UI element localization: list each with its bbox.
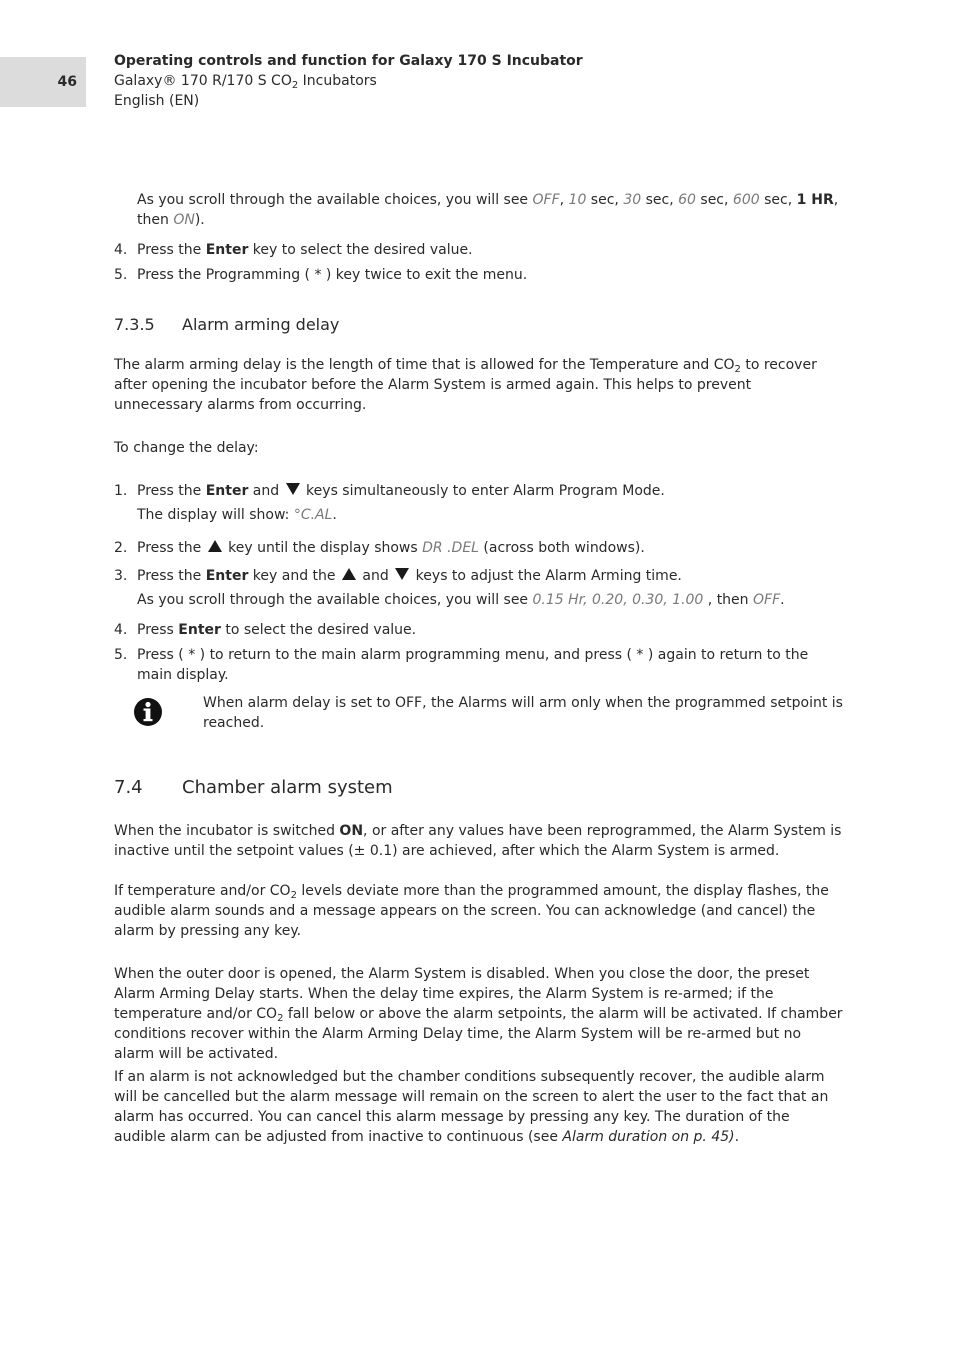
section-heading-7-3-5: 7.3.5 Alarm arming delay <box>114 315 340 334</box>
up-triangle-icon <box>208 540 222 552</box>
delay-step-1-display: The display will show: °C.AL. <box>137 507 337 523</box>
header-language: English (EN) <box>114 93 200 109</box>
down-triangle-icon <box>286 483 300 495</box>
chamber-alarm-paragraph-1: When the incubator is switched ON, or after any values have been reprogrammed, the Alarm System is inactive until the setpoint values (± 0.1) are achieved, after which the Alarm System is armed. <box>114 823 842 859</box>
alarm-duration-reference[interactable]: Alarm duration on p. 45) <box>562 1129 735 1145</box>
info-note: When alarm delay is set to OFF, the Alarms will arm only when the programmed setpoint is reached. <box>203 695 843 731</box>
change-delay-intro: To change the delay: <box>114 440 259 456</box>
up-triangle-icon <box>342 568 356 580</box>
chamber-alarm-paragraph-2: If temperature and/or $CO_2$ levels deviate more than the programmed amount, the display flashes, the audible alarm sounds and a message appears on the screen. You can acknowledge (and cancel) the alarm by pressing any key. <box>114 883 829 939</box>
running-header <box>114 51 583 111</box>
intro-scroll-paragraph: As you scroll through the available choices, you will see OFF, 10 sec, 30 sec, 60 sec, 600 sec, 1 HR, then ON). <box>137 192 839 228</box>
chamber-alarm-paragraph-3: When the outer door is opened, the Alarm System is disabled. When you close the door, the preset Alarm Arming Delay starts. When the delay time expires, the Alarm System is re-armed; if the temperature and/or $CO_2$ fall below or above the alarm setpoints, the alarm will be activated. If chamber conditions recover within the Alarm Arming Delay time, the Alarm System will be re-armed but no alarm will be activated. <box>114 966 843 1062</box>
section-heading-7-4: 7.4 Chamber alarm system <box>114 777 393 798</box>
down-triangle-icon <box>395 568 409 580</box>
delay-step-3-choices: As you scroll through the available choices, you will see 0.15 Hr, 0.20, 0.30, 1.00 , then OFF. <box>137 592 785 608</box>
alarm-delay-description: The alarm arming delay is the length of time that is allowed for the Temperature and $CO_2$ to recover after opening the incubator before the Alarm System is armed again. This helps to prevent unnecessary alarms from occurring. <box>114 357 817 413</box>
info-icon <box>133 697 163 727</box>
header-subtitle: Galaxy® 170 R/170 S $CO_2$ Incubators <box>114 73 377 91</box>
chamber-alarm-paragraph-4: If an alarm is not acknowledged but the chamber conditions subsequently recover, the audible alarm will be cancelled but the alarm message will remain on the screen to alert the user to the fact that an alarm has occurred. You can cancel this alarm message by pressing any key. The duration of the audible alarm can be adjusted from inactive to continuous (see Alarm duration on p. 45). <box>114 1069 829 1145</box>
page-number: 46 <box>57 74 77 90</box>
header-title: Operating controls and function for Galaxy 170 S Incubator <box>114 53 583 69</box>
